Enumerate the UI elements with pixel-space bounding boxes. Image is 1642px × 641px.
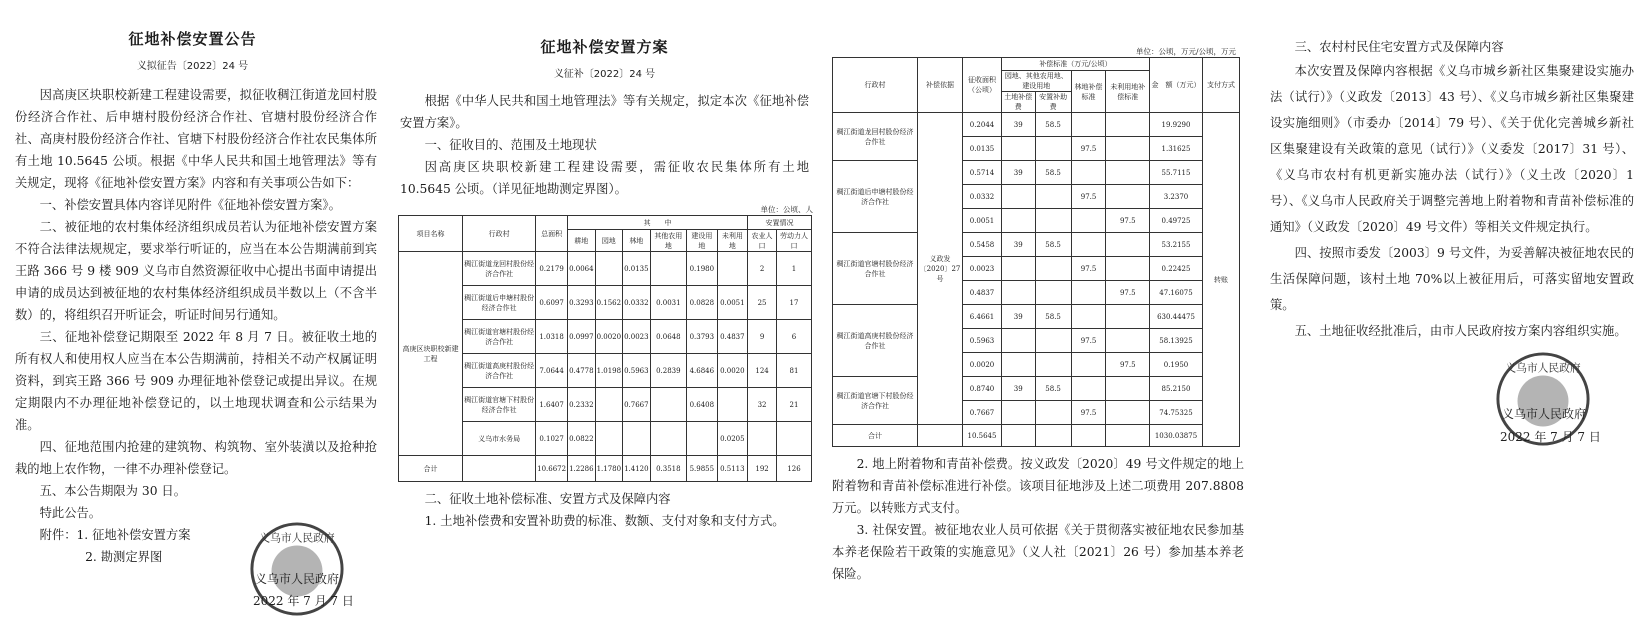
- th-standard: 补偿标准（万元/公顷）: [1002, 58, 1150, 71]
- table-row: [399, 252, 812, 286]
- th-col: 建设用地: [687, 230, 718, 252]
- th-forest: 林地补偿标准: [1071, 71, 1106, 113]
- land-fee-cell: 39: [1002, 161, 1036, 185]
- total-cell: 0.1027: [536, 422, 568, 456]
- forest-cell: [1071, 233, 1106, 257]
- total-label: 合计: [833, 425, 918, 447]
- area-cell: [717, 252, 748, 286]
- area-cell: 0.3518: [650, 456, 687, 482]
- th-amount: 金 额（万元）: [1150, 58, 1203, 113]
- total-cell: 10.6672: [536, 456, 568, 482]
- th-total: 总面积: [536, 216, 568, 252]
- village-cell: 稠江街道官塘村股份经济合作社: [833, 233, 918, 305]
- area-cell: 0.0031: [650, 286, 687, 320]
- project-name: 高庚区块职校新建工程: [399, 252, 463, 456]
- amount-cell: 0.1950: [1150, 353, 1203, 377]
- farm-pop-cell: 124: [748, 354, 777, 388]
- unused-cell: 97.5: [1106, 281, 1150, 305]
- area-cell: [595, 422, 623, 456]
- th-resettle: 安置情况: [748, 216, 812, 230]
- area-cell: 0.4837: [717, 320, 748, 354]
- plan-doc-number: 义征补〔2022〕24 号: [553, 69, 656, 80]
- resettle-fee-cell: 58.5: [1035, 161, 1071, 185]
- area-cell: 0.0205: [717, 422, 748, 456]
- table-row: [833, 113, 1240, 137]
- final-page: [1262, 0, 1642, 641]
- amount-cell: 630.44475: [1150, 305, 1203, 329]
- amount-cell: 19.9290: [1150, 113, 1203, 137]
- th-col: 未利用地: [717, 230, 748, 252]
- area-cell: 6.4661: [963, 305, 1002, 329]
- land-fee-cell: [1002, 257, 1036, 281]
- area-cell: 0.0648: [650, 320, 687, 354]
- farm-pop-cell: 2: [748, 252, 777, 286]
- comp-unit: 单位：公顷，万元/公顷，万元: [1135, 47, 1236, 56]
- table-row: [833, 305, 1240, 329]
- section-2-1: 1. 土地补偿费和安置补助费的标准、数额、支付对象和支付方式。: [424, 514, 785, 528]
- unused-cell: [1106, 137, 1150, 161]
- notice-item: 三、征地补偿登记期限至 2022 年 8 月 7 日。被征收土地的所有权人和使用权人应当在本公告期满前，持相关不动产权属证明资料，到宾王路 366 号 909 办理征地补偿登记或提出异议。在规定期限内不办理征地补偿登记的，以土地现状调查和公示结果为准。: [15, 330, 377, 432]
- forest-cell: 97.5: [1071, 137, 1106, 161]
- section-3-text: 本次安置及保障内容根据《义乌市城乡新社区集聚建设实施办法（试行）》（义政发〔2013〕43 号）、《义乌市城乡新社区集聚建设实施细则》（市委办〔2014〕79 号）、《关于优化完善城乡新社区集聚建设有关政策的意见（试行）》（义委发〔2017〕31 号）、《义乌市农村有机更新实施办法（试行）》（义土改〔2020〕1 号）、《义乌市人民政府关于调整完善地上附着物和青苗补偿标准的通知》（义政发〔2020〕49 号文件）等相关文件规定执行。: [1270, 64, 1634, 234]
- village-cell: 稠江街道高庚村股份经济合作社: [463, 354, 536, 388]
- area-cell: 0.3293: [568, 286, 596, 320]
- area-cell: 0.0020: [595, 320, 623, 354]
- attachment-2: 2. 勘测定界图: [85, 550, 163, 564]
- resettle-fee-cell: 58.5: [1035, 305, 1071, 329]
- village-cell: 稠江街道高庚村股份经济合作社: [833, 305, 918, 377]
- section-3-heading: 三、农村村民住宅安置方式及保障内容: [1294, 40, 1504, 54]
- th-village: 行政村: [463, 216, 536, 252]
- unused-cell: [1106, 233, 1150, 257]
- village-cell: 稠江街道龙回村股份经济合作社: [463, 252, 536, 286]
- area-cell: 0.5113: [717, 456, 748, 482]
- total-cell: 0.2179: [536, 252, 568, 286]
- th-project: 项目名称: [399, 216, 463, 252]
- th-sub: 园地、其他农用地、建设用地: [1002, 71, 1072, 92]
- section-5-text: 五、土地征收经批准后，由市人民政府按方案内容组织实施。: [1294, 324, 1627, 338]
- notice-item: 二、被征地的农村集体经济组织成员若认为征地补偿安置方案不符合法律法规规定，要求举行听证的，应当在本公告期满前到宾王路 366 号 9 楼 909 义乌市自然资源征收中心提出书面申请提出申请的成员达到被征地的农村集体经济组织成员半数以上（不含半数）的，将组织召开听证会，听证时间另行通知。: [15, 220, 377, 322]
- section-4-text: 四、按照市委发〔2003〕9 号文件，为妥善解决被征地农民的生活保障问题，该村土地 70%以上被征用后，可落实留地安置政策。: [1270, 246, 1634, 312]
- th-land-fee: 土地补偿费: [1002, 92, 1036, 113]
- unused-cell: [1106, 113, 1150, 137]
- land-fee-cell: 39: [1002, 305, 1036, 329]
- area-cell: [687, 422, 718, 456]
- table-row: [833, 233, 1240, 257]
- amount-cell: 3.2370: [1150, 185, 1203, 209]
- area-cell: 0.2839: [650, 354, 687, 388]
- amount-cell: 53.2155: [1150, 233, 1203, 257]
- total-cell: 7.0644: [536, 354, 568, 388]
- area-cell: 0.0135: [623, 252, 651, 286]
- resettle-fee-cell: 58.5: [1035, 233, 1071, 257]
- notice-doc-number: 义拟征告〔2022〕24 号: [136, 61, 249, 72]
- resettle-fee-cell: 58.5: [1035, 377, 1071, 401]
- notice-title: 征地补偿安置公告: [128, 30, 257, 48]
- unused-cell: [1106, 401, 1150, 425]
- notice-item: 五、本公告期限为 30 日。: [39, 484, 187, 498]
- area-cell: 0.5458: [963, 233, 1002, 257]
- area-cell: 0.0822: [568, 422, 596, 456]
- area-cell: 0.6408: [687, 388, 718, 422]
- land-fee-cell: [1002, 281, 1036, 305]
- village-cell: 稠江街道后申塘村股份经济合作社: [463, 286, 536, 320]
- forest-cell: 97.5: [1071, 257, 1106, 281]
- unused-cell: [1106, 161, 1150, 185]
- plan-intro: 根据《中华人民共和国土地管理法》等有关规定，拟定本次《征地补偿安置方案》。: [400, 94, 809, 130]
- th-pay: 支付方式: [1203, 58, 1240, 113]
- pay-cell: 转账: [1203, 113, 1240, 447]
- compensation-page: [826, 0, 1250, 641]
- area-cell: [595, 388, 623, 422]
- farm-pop-cell: 32: [748, 388, 777, 422]
- forest-cell: [1071, 209, 1106, 233]
- area-cell: 0.7667: [623, 388, 651, 422]
- area-cell: [650, 252, 687, 286]
- compensation-table: [832, 57, 1240, 447]
- th-resettle-fee: 安置补助费: [1035, 92, 1071, 113]
- unused-cell: [1106, 185, 1150, 209]
- total-cell: 1.6407: [536, 388, 568, 422]
- unused-cell: 97.5: [1106, 209, 1150, 233]
- resettle-fee-cell: [1035, 401, 1071, 425]
- area-cell: 0.0051: [963, 209, 1002, 233]
- area-cell: 0.0020: [717, 354, 748, 388]
- th-area: 征收面积（公顷）: [963, 58, 1002, 113]
- total-cell: 1.0318: [536, 320, 568, 354]
- labor-pop-cell: 81: [777, 354, 812, 388]
- farm-pop-cell: 192: [748, 456, 777, 482]
- area-cell: 0.0135: [963, 137, 1002, 161]
- amount-cell: 85.2150: [1150, 377, 1203, 401]
- land-fee-cell: [1002, 209, 1036, 233]
- labor-pop-cell: 1: [777, 252, 812, 286]
- land-fee-cell: [1002, 353, 1036, 377]
- area-cell: 0.4837: [963, 281, 1002, 305]
- attachment-1: 附件：1. 征地补偿安置方案: [39, 528, 191, 542]
- area-cell: 0.0828: [687, 286, 718, 320]
- area-cell: 1.2286: [568, 456, 596, 482]
- area-cell: 0.0997: [568, 320, 596, 354]
- land-fee-cell: [1002, 185, 1036, 209]
- th-col: 林地: [623, 230, 651, 252]
- resettle-fee-cell: [1035, 209, 1071, 233]
- area-cell: 0.5714: [963, 161, 1002, 185]
- forest-cell: 97.5: [1071, 329, 1106, 353]
- unused-cell: [1106, 305, 1150, 329]
- table-row: [833, 377, 1240, 401]
- notice-page: [0, 0, 385, 641]
- labor-pop-cell: 17: [777, 286, 812, 320]
- area-cell: [595, 252, 623, 286]
- signer: 义乌市人民政府: [1502, 407, 1587, 421]
- forest-cell: [1071, 377, 1106, 401]
- total-row: [833, 425, 1240, 447]
- labor-pop-cell: [777, 422, 812, 456]
- area-cell: [623, 422, 651, 456]
- land-fee-cell: [1002, 137, 1036, 161]
- village-cell: 稠江街道龙回村股份经济合作社: [833, 113, 918, 161]
- comp-para-3: 3. 社保安置。被征地农业人员可依据《关于贯彻落实被征地农民参加基本养老保险若干政策的实施意见》（义人社〔2021〕26 号）参加基本养老保险。: [832, 523, 1244, 581]
- th-labor: 劳动力人口: [777, 230, 812, 252]
- unused-cell: [1106, 377, 1150, 401]
- forest-cell: [1071, 305, 1106, 329]
- area-cell: 0.5963: [623, 354, 651, 388]
- area-cell: [650, 388, 687, 422]
- unused-cell: [1106, 329, 1150, 353]
- forest-cell: [1071, 113, 1106, 137]
- total-row: [399, 456, 812, 482]
- resettle-fee-cell: [1035, 137, 1071, 161]
- seal-ring-text: 义乌市人民政府: [259, 531, 335, 545]
- total-area: 10.5645: [963, 425, 1002, 447]
- labor-pop-cell: 6: [777, 320, 812, 354]
- th-col: 园地: [595, 230, 623, 252]
- area-cell: 0.0051: [717, 286, 748, 320]
- area-cell: 0.3793: [687, 320, 718, 354]
- notice-intro: 因高庚区块职校新建工程建设需要，拟征收稠江街道龙回村股份经济合作社、后申塘村股份经济合作社、官塘村股份经济合作社、高庚村股份经济合作社、官塘下村股份经济合作社农民集体所有土地 10.5645 公顷。根据《中华人民共和国土地管理法》等有关规定，现将《征地补偿安置方案》内容和有关事项公告如下：: [15, 88, 377, 190]
- village-cell: 稠江街道官塘下村股份经济合作社: [833, 377, 918, 425]
- resettle-fee-cell: [1035, 281, 1071, 305]
- unused-cell: 97.5: [1106, 353, 1150, 377]
- land-fee-cell: [1002, 401, 1036, 425]
- area-cell: 1.0198: [595, 354, 623, 388]
- unused-cell: [1106, 257, 1150, 281]
- area-cell: 0.2332: [568, 388, 596, 422]
- amount-cell: 58.13925: [1150, 329, 1203, 353]
- amount-cell: 55.7115: [1150, 161, 1203, 185]
- forest-cell: [1071, 161, 1106, 185]
- seal-ring-text: 义乌市人民政府: [1505, 361, 1581, 375]
- sign-date: 2022 年 7 月 7 日: [1500, 430, 1601, 444]
- land-fee-cell: 39: [1002, 377, 1036, 401]
- land-fee-cell: 39: [1002, 233, 1036, 257]
- th-basis: 补偿依据: [918, 58, 963, 113]
- land-fee-cell: 39: [1002, 113, 1036, 137]
- total-amount: 1030.03875: [1150, 425, 1203, 447]
- resettle-fee-cell: [1035, 353, 1071, 377]
- area-cell: 0.0023: [963, 257, 1002, 281]
- notice-item: 一、补偿安置具体内容详见附件《征地补偿安置方案》。: [39, 198, 341, 212]
- area-cell: 0.1980: [687, 252, 718, 286]
- notice-item: 四、征地范围内抢建的建筑物、构筑物、室外装潢以及抢种抢栽的地上农作物，一律不办理补偿登记。: [15, 440, 377, 476]
- section-2-heading: 二、征收土地补偿标准、安置方式及保障内容: [424, 492, 671, 506]
- resettle-fee-cell: [1035, 185, 1071, 209]
- area-cell: [650, 422, 687, 456]
- notice-item: 特此公告。: [39, 506, 102, 520]
- labor-pop-cell: 21: [777, 388, 812, 422]
- area-cell: 0.0332: [963, 185, 1002, 209]
- section-1-text: 因高庚区块职校新建工程建设需要，需征收农民集体所有土地 10.5645 公顷。（详见征地勘测定界图）。: [400, 160, 809, 196]
- sign-date: 2022 年 7 月 7 日: [253, 594, 354, 608]
- farm-pop-cell: 9: [748, 320, 777, 354]
- village-cell: 稠江街道后申塘村股份经济合作社: [833, 161, 918, 233]
- amount-cell: 0.22425: [1150, 257, 1203, 281]
- area-cell: 0.0023: [623, 320, 651, 354]
- th-group: 其 中: [568, 216, 748, 230]
- plan-page: [392, 0, 817, 641]
- basis-cell: 义政发〔2020〕27号: [918, 113, 963, 425]
- resettle-fee-cell: [1035, 329, 1071, 353]
- area-cell: [717, 388, 748, 422]
- farm-pop-cell: 25: [748, 286, 777, 320]
- area-cell: 0.1562: [595, 286, 623, 320]
- area-cell: 1.4120: [623, 456, 651, 482]
- th-col: 耕地: [568, 230, 596, 252]
- amount-cell: 1.31625: [1150, 137, 1203, 161]
- area-cell: 0.2044: [963, 113, 1002, 137]
- area-cell: 0.8740: [963, 377, 1002, 401]
- area-cell: 0.0332: [623, 286, 651, 320]
- th-farm: 农业人口: [748, 230, 777, 252]
- area-cell: 0.5963: [963, 329, 1002, 353]
- village-cell: 义乌市水务局: [463, 422, 536, 456]
- section-1-heading: 一、征收目的、范围及土地现状: [424, 138, 597, 152]
- forest-cell: 97.5: [1071, 401, 1106, 425]
- amount-cell: 74.75325: [1150, 401, 1203, 425]
- th-unused: 未利用地补偿标准: [1106, 71, 1150, 113]
- resettle-fee-cell: 58.5: [1035, 113, 1071, 137]
- area-cell: 5.9855: [687, 456, 718, 482]
- total-cell: 0.6097: [536, 286, 568, 320]
- area-cell: 0.0064: [568, 252, 596, 286]
- farm-pop-cell: [748, 422, 777, 456]
- area-cell: 4.6846: [687, 354, 718, 388]
- area-cell: 0.4778: [568, 354, 596, 388]
- total-label: 合计: [399, 456, 463, 482]
- amount-cell: 0.49725: [1150, 209, 1203, 233]
- comp-para-2: 2. 地上附着物和青苗补偿费。按义政发〔2020〕49 号文件规定的地上附着物和青苗补偿标准进行补偿。该项目征地涉及上述二项费用 207.8808 万元。以转账方式支付。: [832, 457, 1244, 515]
- land-fee-cell: [1002, 329, 1036, 353]
- forest-cell: 97.5: [1071, 185, 1106, 209]
- resettle-fee-cell: [1035, 257, 1071, 281]
- area-cell: 1.1780: [595, 456, 623, 482]
- labor-pop-cell: 126: [777, 456, 812, 482]
- area-cell: 0.7667: [963, 401, 1002, 425]
- forest-cell: [1071, 281, 1106, 305]
- land-status-table: [398, 215, 812, 482]
- amount-cell: 47.16075: [1150, 281, 1203, 305]
- th-col: 其他农用地: [650, 230, 687, 252]
- forest-cell: [1071, 353, 1106, 377]
- village-cell: 稠江街道官塘下村股份经济合作社: [463, 388, 536, 422]
- table-unit: 单位：公顷、人: [760, 205, 813, 214]
- signer: 义乌市人民政府: [255, 572, 340, 586]
- plan-title: 征地补偿安置方案: [540, 38, 669, 56]
- table-row: [833, 161, 1240, 185]
- area-cell: 0.0020: [963, 353, 1002, 377]
- village-cell: 稠江街道官塘村股份经济合作社: [463, 320, 536, 354]
- th-village: 行政村: [833, 58, 918, 113]
